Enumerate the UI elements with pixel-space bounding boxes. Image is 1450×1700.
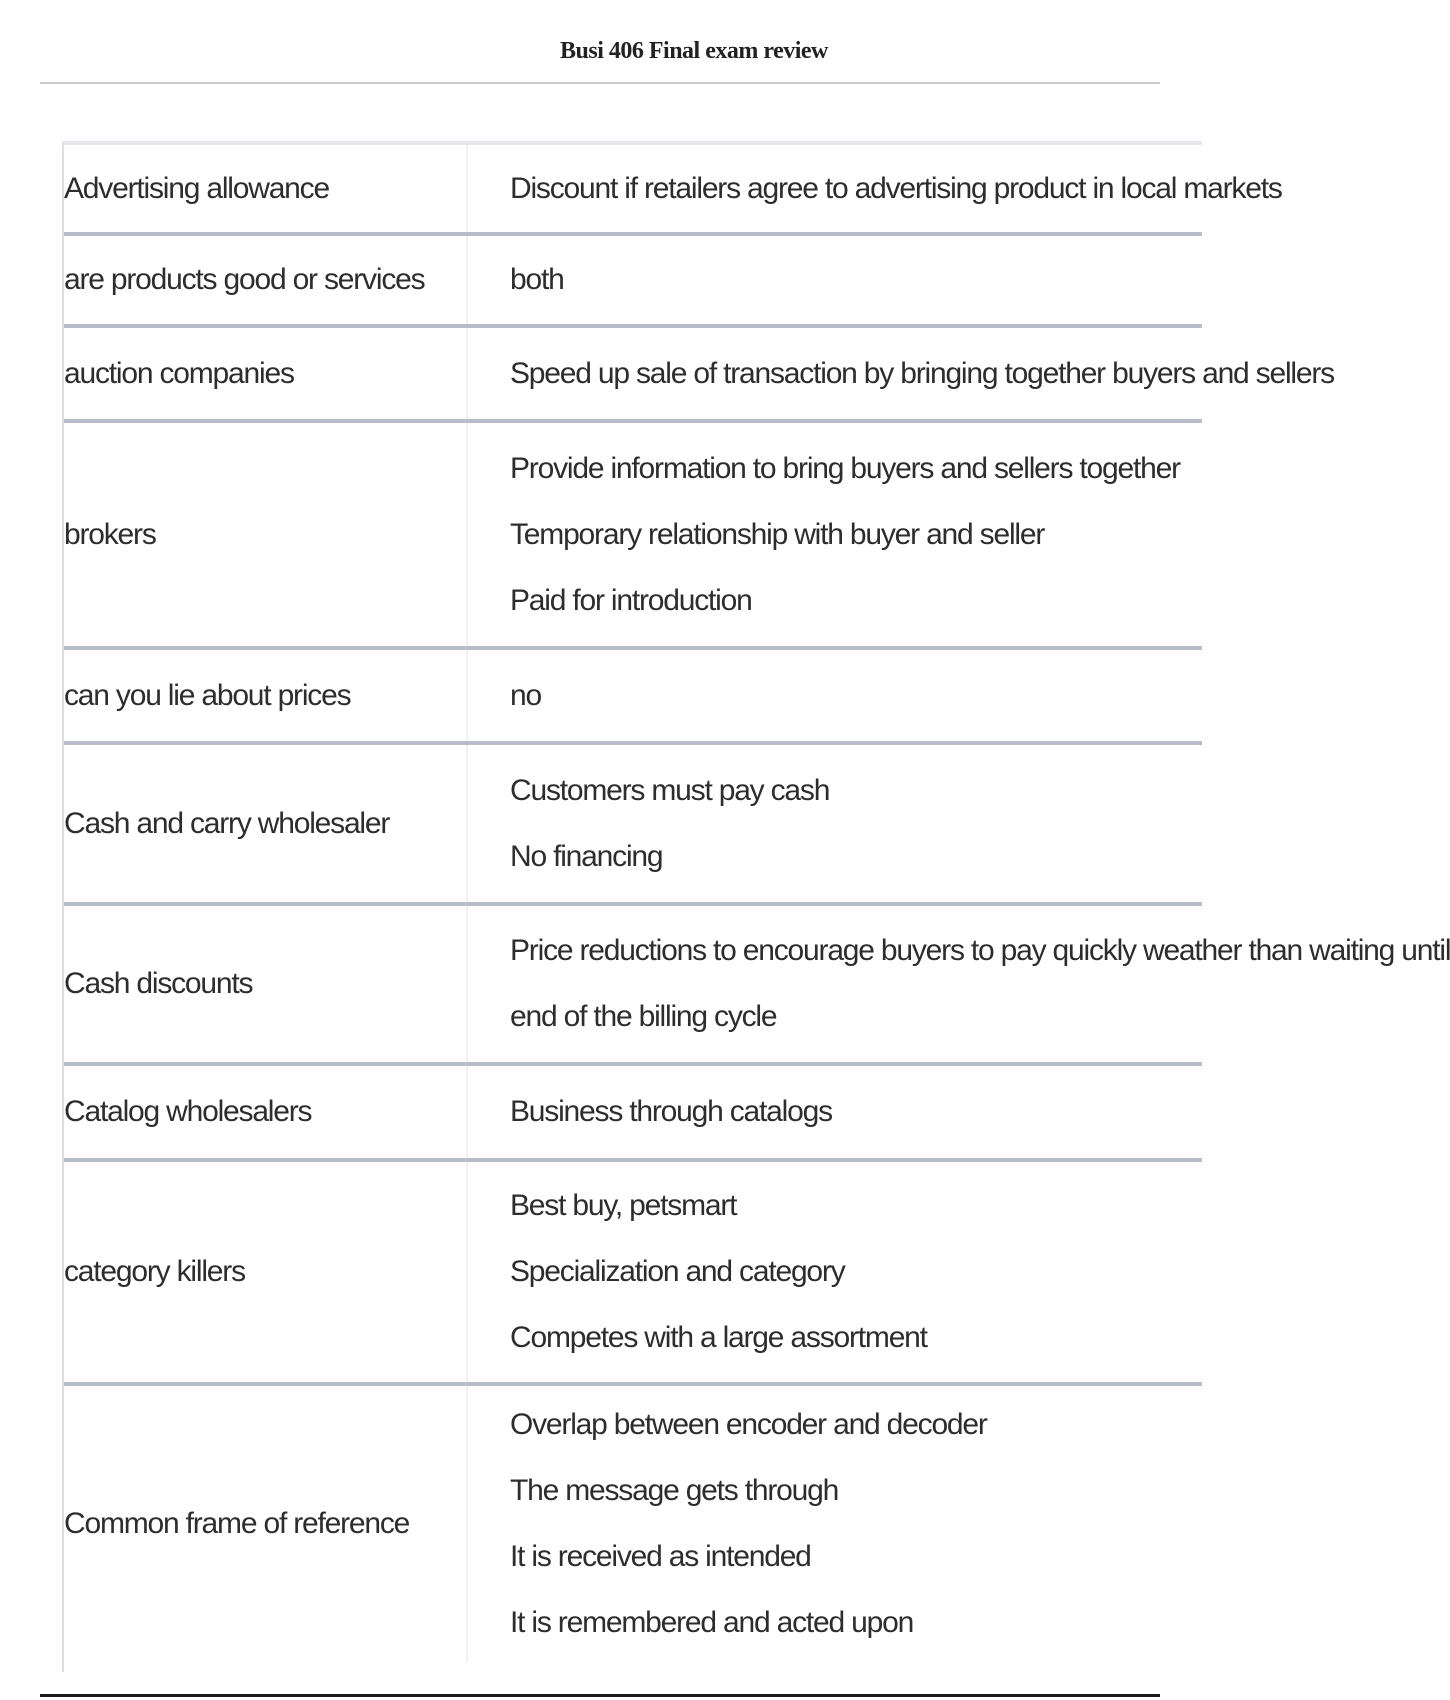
definition-cell xyxy=(468,328,1334,419)
table-row xyxy=(64,1162,1202,1386)
definition-line: no xyxy=(510,678,541,712)
term-cell: can you lie about prices xyxy=(64,650,468,741)
definition-line: end of the billing cycle xyxy=(510,1000,777,1033)
definition-cell xyxy=(468,1066,1202,1158)
term-cell: Advertising allowance xyxy=(64,145,468,232)
table-row xyxy=(64,1386,1202,1662)
definition-cell xyxy=(468,745,1202,902)
definition-cell xyxy=(468,236,1202,324)
definition-line: Customers must pay cash xyxy=(510,773,830,807)
definition-cell xyxy=(468,145,1282,232)
term-cell: Cash and carry wholesaler xyxy=(64,745,468,902)
term-cell: Cash discounts xyxy=(64,906,468,1062)
term-cell: brokers xyxy=(64,423,468,646)
definition-cell xyxy=(468,1162,1202,1382)
table-row xyxy=(64,906,1450,1066)
table-row xyxy=(64,423,1202,650)
table-row xyxy=(64,1066,1202,1162)
definition-line: Paid for introduction xyxy=(510,583,752,617)
term-cell: category killers xyxy=(64,1162,468,1382)
page-header xyxy=(40,0,1160,84)
page-title: Busi 406 Final exam review xyxy=(560,38,828,64)
table-row xyxy=(64,328,1334,423)
definition-line: Provide information to bring buyers and sellers together xyxy=(510,451,1180,485)
definition-line: Price reductions to encourage buyers to pay quickly weather than waiting until xyxy=(510,934,1450,967)
definition-line: No financing xyxy=(510,839,663,873)
definition-line: Business through catalogs xyxy=(510,1095,832,1128)
definition-cell xyxy=(468,1386,1202,1662)
definition-line: Specialization and category xyxy=(510,1255,845,1288)
definition-line: It is received as intended xyxy=(510,1540,811,1573)
table-row xyxy=(64,236,1202,328)
page-bottom-rule xyxy=(40,1694,1160,1697)
glossary-table xyxy=(62,141,1450,1672)
definition-line: Competes with a large assortment xyxy=(510,1321,927,1354)
definition-cell xyxy=(468,650,1202,741)
table-row xyxy=(64,650,1202,745)
definition-cell xyxy=(468,906,1450,1062)
definition-line: Temporary relationship with buyer and seller xyxy=(510,517,1045,551)
definition-line: Best buy, petsmart xyxy=(510,1189,737,1222)
definition-line: It is remembered and acted upon xyxy=(510,1606,914,1639)
term-cell: auction companies xyxy=(64,328,468,419)
definition-line: both xyxy=(510,263,564,296)
definition-line: Discount if retailers agree to advertising product in local markets xyxy=(510,171,1282,205)
definition-line: Overlap between encoder and decoder xyxy=(510,1408,987,1441)
term-cell: Catalog wholesalers xyxy=(64,1066,468,1158)
table-row xyxy=(64,745,1202,906)
definition-line: Speed up sale of transaction by bringing together buyers and sellers xyxy=(510,356,1334,390)
term-cell: Common frame of reference xyxy=(64,1386,468,1662)
table-row xyxy=(64,145,1282,236)
definition-line: The message gets through xyxy=(510,1474,839,1507)
term-cell: are products good or services xyxy=(64,236,468,324)
definition-cell xyxy=(468,423,1202,646)
